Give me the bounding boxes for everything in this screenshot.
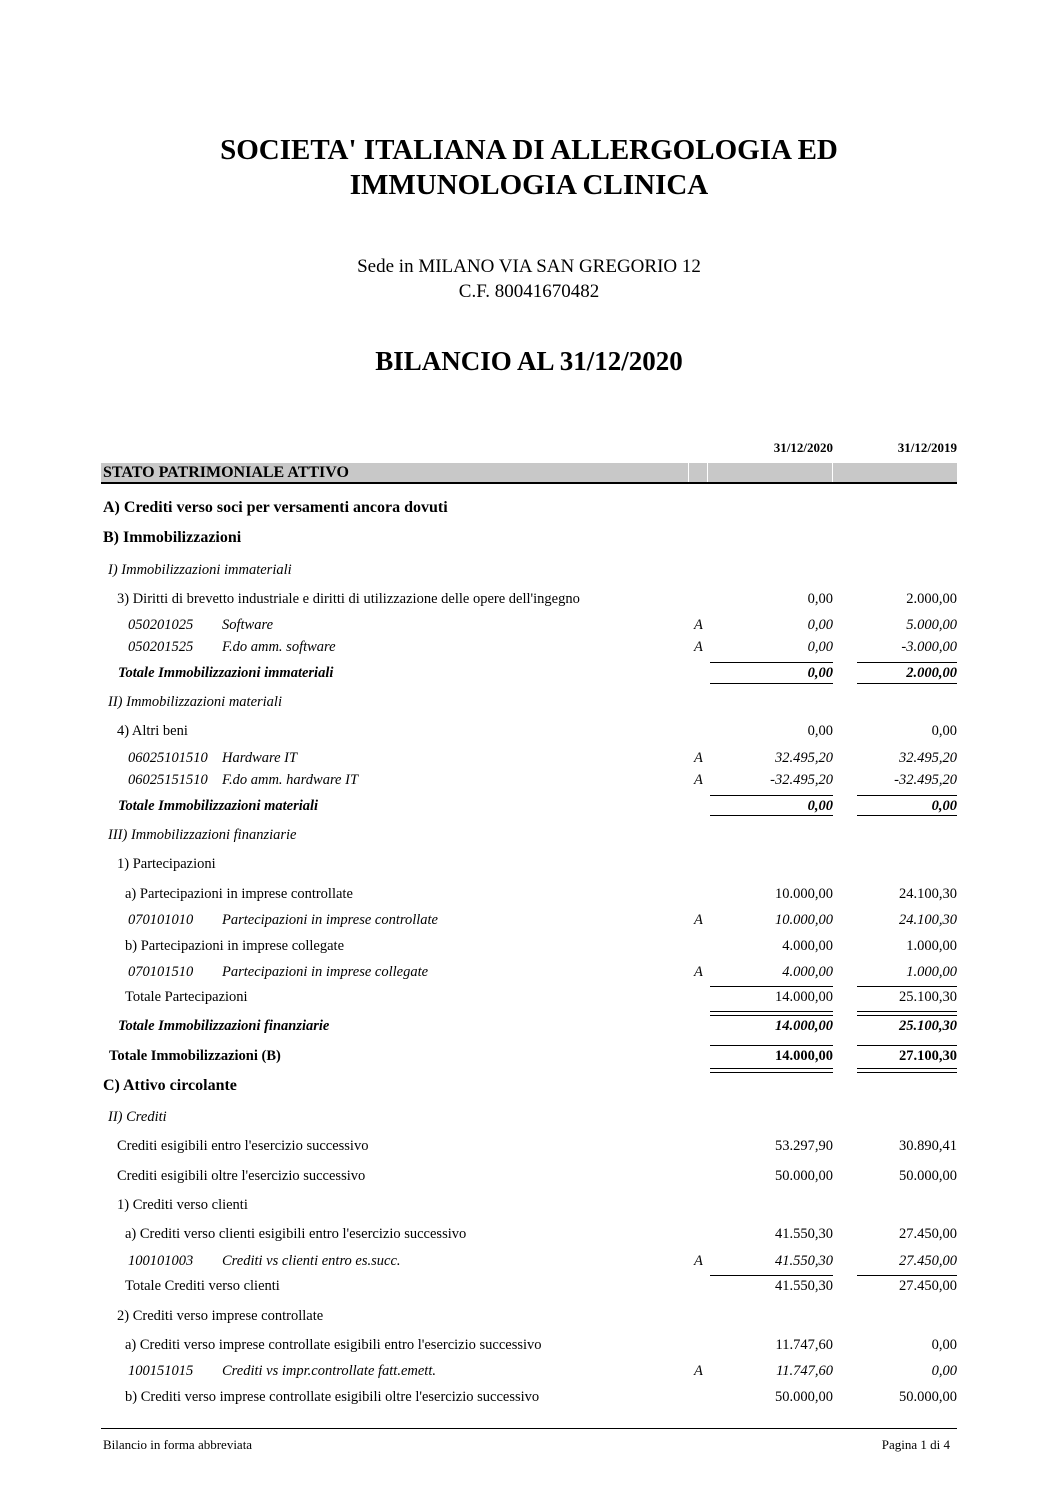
value-2019: 25.100,30 [899, 1018, 957, 1034]
column-header-2020: 31/12/2020 [773, 440, 833, 455]
value-2020: 11.747,60 [775, 1337, 833, 1353]
row-label: b) Partecipazioni in imprese collegate [125, 938, 345, 954]
value-2019: 2.000,00 [906, 591, 957, 607]
table-row [0, 987, 1058, 1007]
table-row [0, 1276, 1058, 1296]
account-flag: A [694, 964, 703, 980]
table-row [0, 589, 1058, 609]
document-title: BILANCIO AL 31/12/2020 [375, 346, 683, 376]
table-row [0, 721, 1058, 741]
rule-line [710, 986, 833, 987]
account-flag: A [694, 639, 703, 655]
tax-code: C.F. 80041670482 [458, 281, 600, 302]
rule-line [857, 795, 957, 796]
table-row [0, 825, 1058, 845]
value-2019: 27.450,00 [899, 1253, 957, 1269]
row-label: a) Crediti verso clienti esigibili entro l'esercizio successivo [125, 1226, 467, 1242]
value-2020: 4.000,00 [782, 938, 833, 954]
row-label: Crediti esigibili entro l'esercizio successivo [117, 1138, 369, 1154]
table-row [0, 637, 1058, 657]
table-row [0, 1306, 1058, 1326]
value-2019: 0,00 [931, 798, 957, 814]
account-description: Partecipazioni in imprese controllate [222, 912, 438, 928]
value-2019: 50.000,00 [899, 1168, 957, 1184]
table-row [0, 615, 1058, 635]
account-code: 050201025 [128, 617, 194, 633]
table-row [0, 498, 1058, 518]
rule-line [710, 795, 833, 796]
rule-line [857, 1072, 957, 1073]
table-row [0, 962, 1058, 982]
value-2019: 27.100,30 [899, 1048, 957, 1064]
table-row [0, 692, 1058, 712]
value-2020: 0,00 [807, 798, 833, 814]
rule-line [857, 662, 957, 663]
row-label: Totale Immobilizzazioni materiali [118, 798, 319, 814]
table-row [0, 1251, 1058, 1271]
value-2019: -32.495,20 [894, 772, 957, 788]
value-2019: 24.100,30 [899, 912, 957, 928]
row-label: b) Crediti verso imprese controllate esigibili oltre l'esercizio successivo [125, 1389, 540, 1405]
value-2019: 5.000,00 [906, 617, 957, 633]
account-flag: A [694, 772, 703, 788]
table-row [0, 1195, 1058, 1215]
value-2020: 14.000,00 [775, 989, 833, 1005]
value-2020: 11.747,60 [776, 1363, 833, 1379]
value-2020: 0,00 [807, 617, 833, 633]
row-label: Totale Immobilizzazioni (B) [109, 1048, 281, 1064]
account-description: Crediti vs clienti entro es.succ. [222, 1253, 401, 1269]
value-2020: 4.000,00 [782, 964, 833, 980]
rule-line [857, 1275, 957, 1276]
value-2019: 25.100,30 [899, 989, 957, 1005]
account-code: 100101003 [128, 1253, 194, 1269]
value-2019: 1.000,00 [906, 964, 957, 980]
rule-line [857, 683, 957, 684]
value-2020: 50.000,00 [775, 1168, 833, 1184]
row-label: 2) Crediti verso imprese controllate [117, 1308, 324, 1324]
account-code: 06025151510 [128, 772, 208, 788]
table-row [0, 1046, 1058, 1066]
account-code: 06025101510 [128, 750, 208, 766]
rule-line [857, 1045, 957, 1046]
account-flag: A [694, 1363, 703, 1379]
value-2020: 41.550,30 [775, 1278, 833, 1294]
footer-divider [101, 1428, 957, 1429]
value-2020: -32.495,20 [770, 772, 833, 788]
table-row [0, 1076, 1058, 1096]
rule-line [710, 1045, 833, 1046]
value-2019: 32.495,20 [899, 750, 957, 766]
rule-line [857, 1015, 957, 1016]
subsection-heading: III) Immobilizzazioni finanziarie [108, 827, 297, 843]
table-row [0, 663, 1058, 683]
account-flag: A [694, 912, 703, 928]
account-description: F.do amm. software [222, 639, 336, 655]
section-heading: C) Attivo circolante [103, 1077, 237, 1094]
subsection-heading: I) Immobilizzazioni immateriali [108, 562, 292, 578]
table-row [0, 1107, 1058, 1127]
value-2019: 0,00 [931, 1363, 957, 1379]
value-2020: 14.000,00 [775, 1048, 833, 1064]
table-row [0, 910, 1058, 930]
column-header-2019: 31/12/2019 [897, 440, 957, 455]
rule-line [710, 815, 833, 816]
value-2019: 27.450,00 [899, 1226, 957, 1242]
table-row [0, 884, 1058, 904]
rule-line [857, 1011, 957, 1012]
table-row [0, 1016, 1058, 1036]
account-flag: A [694, 1253, 703, 1269]
table-row [0, 796, 1058, 816]
account-code: 050201525 [128, 639, 194, 655]
section-heading: A) Crediti verso soci per versamenti ancora dovuti [103, 499, 448, 516]
rule-line [710, 1015, 833, 1016]
subsection-heading: II) Immobilizzazioni materiali [108, 694, 282, 710]
value-2020: 10.000,00 [775, 886, 833, 902]
section-band-label: STATO PATRIMONIALE ATTIVO [103, 464, 349, 481]
value-2020: 41.550,30 [775, 1253, 833, 1269]
row-label: 4) Altri beni [117, 723, 188, 739]
account-description: Crediti vs impr.controllate fatt.emett. [222, 1363, 436, 1379]
row-label: Totale Crediti verso clienti [125, 1278, 280, 1294]
account-flag: A [694, 617, 703, 633]
account-code: 100151015 [128, 1363, 194, 1379]
rule-line [710, 1275, 833, 1276]
row-label: Totale Immobilizzazioni finanziarie [118, 1018, 330, 1034]
account-description: Software [222, 617, 274, 633]
account-description: F.do amm. hardware IT [222, 772, 359, 788]
rule-line [710, 683, 833, 684]
value-2020: 14.000,00 [775, 1018, 833, 1034]
value-2020: 0,00 [807, 639, 833, 655]
value-2019: 50.000,00 [899, 1389, 957, 1405]
table-row [0, 1136, 1058, 1156]
rule-line [857, 815, 957, 816]
account-flag: A [694, 750, 703, 766]
value-2019: 1.000,00 [906, 938, 957, 954]
account-code: 070101510 [128, 964, 194, 980]
value-2019: 30.890,41 [899, 1138, 957, 1154]
rule-line [710, 1068, 833, 1069]
table-row [0, 936, 1058, 956]
footer-left: Bilancio in forma abbreviata [103, 1437, 253, 1452]
footer-page-number: Pagina 1 di 4 [881, 1437, 950, 1452]
table-row [0, 770, 1058, 790]
value-2019: 27.450,00 [899, 1278, 957, 1294]
row-label: 3) Diritti di brevetto industriale e diritti di utilizzazione delle opere dell'ingegno [117, 591, 580, 607]
account-description: Partecipazioni in imprese collegate [222, 964, 429, 980]
value-2019: 24.100,30 [899, 886, 957, 902]
value-2020: 0,00 [807, 723, 833, 739]
account-description: Hardware IT [222, 750, 298, 766]
row-label: 1) Partecipazioni [117, 856, 216, 872]
account-code: 070101010 [128, 912, 194, 928]
table-row [0, 560, 1058, 580]
table-row [0, 854, 1058, 874]
table-row [0, 748, 1058, 768]
table-row [0, 1335, 1058, 1355]
row-label: a) Crediti verso imprese controllate esigibili entro l'esercizio successivo [125, 1337, 542, 1353]
rule-line [857, 986, 957, 987]
value-2020: 10.000,00 [775, 912, 833, 928]
company-address: Sede in MILANO VIA SAN GREGORIO 12 [357, 256, 701, 277]
row-label: Crediti esigibili oltre l'esercizio successivo [117, 1168, 366, 1184]
row-label: Totale Immobilizzazioni immateriali [118, 665, 334, 681]
table-row [0, 528, 1058, 548]
value-2020: 0,00 [807, 665, 833, 681]
table-row [0, 1361, 1058, 1381]
value-2020: 50.000,00 [775, 1389, 833, 1405]
value-2020: 41.550,30 [775, 1226, 833, 1242]
value-2019: 0,00 [931, 1337, 957, 1353]
value-2019: -3.000,00 [901, 639, 957, 655]
company-name-line1: SOCIETA' ITALIANA DI ALLERGOLOGIA ED [220, 134, 838, 166]
value-2019: 0,00 [931, 723, 957, 739]
table-row [0, 1166, 1058, 1186]
rule-line [710, 1011, 833, 1012]
row-label: 1) Crediti verso clienti [117, 1197, 248, 1213]
table-row [0, 1387, 1058, 1407]
rule-line [710, 662, 833, 663]
rule-line [857, 1068, 957, 1069]
subsection-heading: II) Crediti [108, 1109, 167, 1125]
section-heading: B) Immobilizzazioni [103, 529, 242, 546]
value-2020: 32.495,20 [775, 750, 833, 766]
rule-line [710, 1072, 833, 1073]
value-2019: 2.000,00 [906, 665, 957, 681]
row-label: Totale Partecipazioni [125, 989, 248, 1005]
value-2020: 0,00 [807, 591, 833, 607]
company-name-line2: IMMUNOLOGIA CLINICA [349, 169, 709, 201]
row-label: a) Partecipazioni in imprese controllate [125, 886, 353, 902]
table-row [0, 1224, 1058, 1244]
value-2020: 53.297,90 [775, 1138, 833, 1154]
